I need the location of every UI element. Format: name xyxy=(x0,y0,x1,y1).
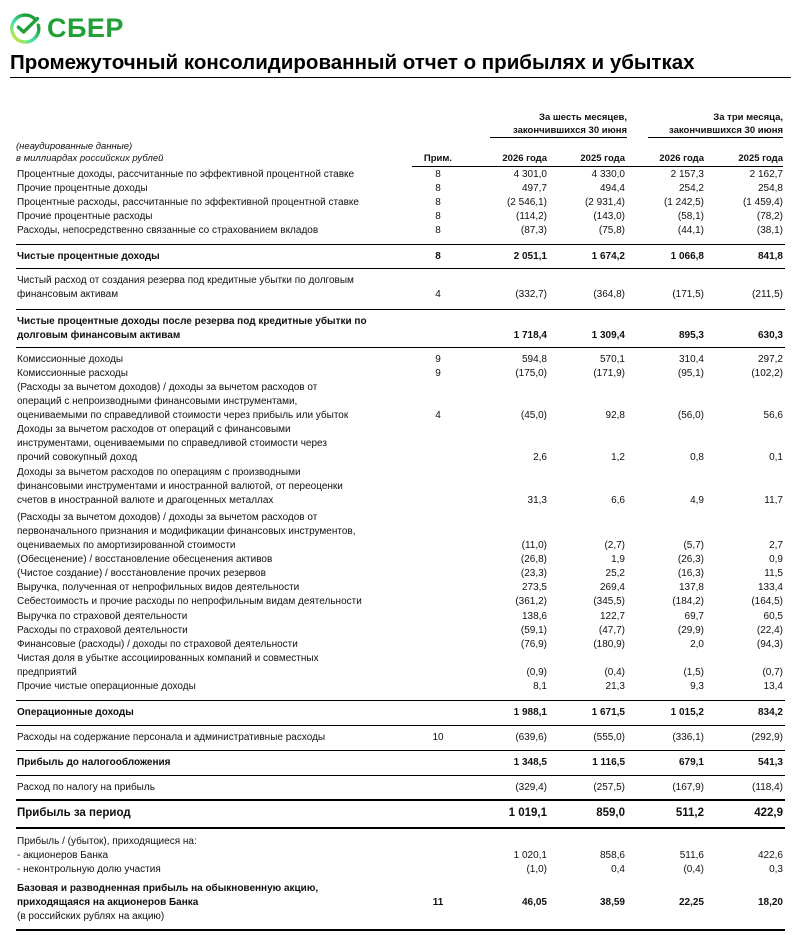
row-value-4: (164,5) xyxy=(751,596,783,607)
table-row xyxy=(0,511,801,553)
table-row xyxy=(0,638,801,652)
table-row xyxy=(0,553,801,567)
row-label-line: Прибыль за период xyxy=(17,807,131,819)
row-note: 8 xyxy=(435,211,441,222)
table-row xyxy=(0,168,801,182)
row-value-4: 56,6 xyxy=(763,410,783,421)
row-label xyxy=(17,250,412,264)
row-value-3: 2,0 xyxy=(690,639,704,650)
row-value-4: (292,9) xyxy=(751,732,783,743)
table-row xyxy=(0,250,801,264)
row-label xyxy=(17,567,412,581)
row-label xyxy=(17,595,412,609)
row-value-1: 2 051,1 xyxy=(513,251,547,262)
group-header-line: За шесть месяцев, xyxy=(539,112,627,123)
row-value-1: (45,0) xyxy=(520,410,547,421)
row-value-1: (23,3) xyxy=(520,568,547,579)
row-note: 8 xyxy=(435,251,441,262)
row-label-line: Комиссионные расходы xyxy=(17,368,128,379)
row-value-2: 859,0 xyxy=(596,807,625,819)
row-value-4: 2 162,7 xyxy=(749,169,783,180)
row-value-3: (5,7) xyxy=(683,540,704,551)
row-label xyxy=(17,806,412,820)
row-value-1: (2 546,1) xyxy=(506,197,547,208)
table-row xyxy=(0,196,801,210)
table-row xyxy=(0,353,801,367)
row-label-line: операций с непроизводными финансовыми инструментами, xyxy=(17,396,298,407)
table-row xyxy=(0,882,801,910)
table-row xyxy=(0,595,801,609)
section-rule xyxy=(16,827,785,829)
table-row xyxy=(0,182,801,196)
table-row xyxy=(0,680,801,694)
table-row xyxy=(0,624,801,638)
units-note xyxy=(16,140,132,153)
row-value-4: 422,9 xyxy=(754,807,783,819)
row-note: 8 xyxy=(435,183,441,194)
row-label-line: Комиссионные доходы xyxy=(17,354,124,365)
row-value-3: 22,25 xyxy=(678,897,704,908)
row-value-4: (118,4) xyxy=(752,782,783,793)
row-value-3: 2 157,3 xyxy=(670,169,704,180)
section-rule xyxy=(16,347,785,348)
row-value-1: (59,1) xyxy=(520,625,547,636)
row-value-2: 122,7 xyxy=(599,611,625,622)
row-value-1: (11,0) xyxy=(521,540,547,551)
row-note: 4 xyxy=(435,289,441,300)
row-note: 9 xyxy=(435,368,441,379)
row-value-2: 38,59 xyxy=(599,897,625,908)
row-value-4: 11,5 xyxy=(764,568,783,579)
row-value-2: 1,2 xyxy=(611,452,625,463)
table-row xyxy=(0,756,801,770)
row-label xyxy=(17,835,412,849)
row-label-line: предприятий xyxy=(17,667,77,678)
year-header-1: 2026 года xyxy=(502,153,547,164)
row-value-3: 679,1 xyxy=(678,757,704,768)
section-rule xyxy=(16,244,785,245)
row-label-line: Себестоимость и прочие расходы по непрофильным видам деятельности xyxy=(17,596,362,607)
row-value-4: 834,2 xyxy=(757,707,783,718)
row-value-3: (1 242,5) xyxy=(663,197,704,208)
table-row xyxy=(0,367,801,381)
report-title: Промежуточный консолидированный отчет о прибылях и убытках xyxy=(10,51,695,74)
row-label-line: Чистые процентные доходы xyxy=(17,251,160,262)
row-label-line: - акционеров Банка xyxy=(17,850,109,861)
row-value-4: (102,2) xyxy=(751,368,783,379)
row-value-4: (94,3) xyxy=(756,639,783,650)
row-value-1: 1 019,1 xyxy=(508,807,547,819)
row-value-4: 13,4 xyxy=(763,681,783,692)
row-value-4: (0,7) xyxy=(762,667,783,678)
row-value-1: (0,9) xyxy=(526,667,547,678)
row-value-1: (329,4) xyxy=(515,782,547,793)
table-row xyxy=(0,849,801,863)
row-value-1: 46,05 xyxy=(521,897,547,908)
row-label-line: оцениваемых по амортизированной стоимости xyxy=(17,540,236,551)
row-label-line: Прибыль / (убыток), приходящиеся на: xyxy=(17,836,197,847)
row-label xyxy=(17,353,412,367)
row-label-line: Доходы за вычетом расходов по операциям с производными xyxy=(17,467,301,478)
row-label-line: долговым финансовым активам xyxy=(17,330,181,341)
table-row xyxy=(0,466,801,508)
row-value-2: 269,4 xyxy=(599,582,625,593)
row-label-line: (Чистое создание) / восстановление прочих резервов xyxy=(17,568,266,579)
table-row xyxy=(0,581,801,595)
sber-logo-icon xyxy=(9,12,41,44)
row-label xyxy=(17,274,412,302)
row-value-3: 511,6 xyxy=(679,850,704,861)
row-note: 8 xyxy=(435,197,441,208)
row-value-2: 494,4 xyxy=(599,183,625,194)
row-value-2: (2 931,4) xyxy=(584,197,625,208)
row-value-2: (171,9) xyxy=(593,368,625,379)
brand-name: СБЕР xyxy=(47,13,124,43)
row-label-line: Расход по налогу на прибыль xyxy=(17,782,155,793)
row-label xyxy=(17,168,412,182)
row-value-4: 254,8 xyxy=(757,183,783,194)
row-value-2: (47,7) xyxy=(598,625,625,636)
row-value-3: 254,2 xyxy=(678,183,704,194)
row-label-line: (в российских рублях на акцию) xyxy=(17,911,165,922)
row-value-1: (87,3) xyxy=(520,225,547,236)
row-value-2: (143,0) xyxy=(593,211,625,222)
row-label-line: Выручка, полученная от непрофильных видов деятельности xyxy=(17,582,300,593)
row-value-2: 570,1 xyxy=(599,354,625,365)
row-value-4: (22,4) xyxy=(756,625,783,636)
table-row xyxy=(0,706,801,720)
row-label-line: Прочие процентные расходы xyxy=(17,211,153,222)
row-value-2: (180,9) xyxy=(593,639,625,650)
table-row xyxy=(0,652,801,680)
row-label xyxy=(17,511,412,553)
row-note: 4 xyxy=(435,410,441,421)
group-underline xyxy=(490,137,627,138)
row-note: 8 xyxy=(435,225,441,236)
row-value-3: 69,7 xyxy=(684,611,704,622)
row-value-2: 1,9 xyxy=(611,554,625,565)
section-rule xyxy=(16,309,785,310)
row-label-line: Доходы за вычетом расходов от операций с финансовыми xyxy=(17,424,291,435)
row-value-1: (114,2) xyxy=(516,211,547,222)
row-value-4: (38,1) xyxy=(756,225,783,236)
row-label xyxy=(17,849,412,863)
row-value-2: 0,4 xyxy=(611,864,625,875)
row-value-4: 297,2 xyxy=(757,354,783,365)
row-value-3: 310,4 xyxy=(678,354,704,365)
table-row xyxy=(0,315,801,343)
row-value-3: 895,3 xyxy=(678,330,704,341)
row-value-4: (211,5) xyxy=(752,289,783,300)
row-value-1: 594,8 xyxy=(521,354,547,365)
group-header-three-months xyxy=(648,111,783,137)
row-value-1: 1 020,1 xyxy=(513,850,547,861)
row-value-4: 841,8 xyxy=(757,251,783,262)
row-value-1: 138,6 xyxy=(521,611,547,622)
note-column-header: Прим. xyxy=(423,153,453,164)
row-note: 9 xyxy=(435,354,441,365)
row-value-2: 1 116,5 xyxy=(592,757,625,768)
row-value-1: (175,0) xyxy=(515,368,547,379)
row-value-3: 9,3 xyxy=(690,681,704,692)
row-label-line: Расходы на содержание персонала и административные расходы xyxy=(17,732,326,743)
row-value-2: (2,7) xyxy=(604,540,625,551)
row-value-1: 4 301,0 xyxy=(513,169,547,180)
row-value-2: 858,6 xyxy=(599,850,625,861)
row-label xyxy=(17,652,412,680)
row-value-4: 0,3 xyxy=(769,864,783,875)
column-header-row xyxy=(0,153,801,166)
row-label-line: инструментами, оцениваемыми по справедливой стоимости через xyxy=(17,438,327,449)
row-note: 8 xyxy=(435,169,441,180)
row-label-line: Расходы по страховой деятельности xyxy=(17,625,188,636)
row-value-2: (257,5) xyxy=(593,782,625,793)
group-underline xyxy=(648,137,783,138)
table-row xyxy=(0,567,801,581)
row-label-line: Выручка по страховой деятельности xyxy=(17,611,188,622)
row-value-3: 1 015,2 xyxy=(670,707,704,718)
row-label xyxy=(17,756,412,770)
row-value-1: (332,7) xyxy=(515,289,547,300)
row-value-2: (364,8) xyxy=(593,289,625,300)
row-label xyxy=(17,196,412,210)
row-value-3: (44,1) xyxy=(677,225,704,236)
row-value-3: (171,5) xyxy=(672,289,704,300)
row-value-1: 1 988,1 xyxy=(513,707,547,718)
row-value-1: 1 348,5 xyxy=(513,757,547,768)
row-label-line: Операционные доходы xyxy=(17,707,134,718)
row-label-line: первоначального признания и модификации финансовых инструментов, xyxy=(17,526,356,537)
row-value-2: 1 674,2 xyxy=(591,251,625,262)
row-value-3: (26,3) xyxy=(677,554,704,565)
section-rule xyxy=(16,799,785,801)
row-value-3: 4,9 xyxy=(690,495,704,506)
row-value-4: 541,3 xyxy=(757,757,783,768)
group-header-six-months xyxy=(490,111,627,137)
group-header-line: закончившихся 30 июня xyxy=(513,125,627,136)
row-label-line: Прочие процентные доходы xyxy=(17,183,148,194)
row-label-line: Прочие чистые операционные доходы xyxy=(17,681,196,692)
row-label-line: Чистый расход от создания резерва под кредитные убытки по долговым xyxy=(17,275,354,286)
row-label-line: Процентные доходы, рассчитанные по эффективной процентной ставке xyxy=(17,169,355,180)
row-value-3: (95,1) xyxy=(677,368,704,379)
section-rule xyxy=(16,750,785,751)
row-label-line: счетов в иностранной валюте и драгоценных металлах xyxy=(17,495,274,506)
row-value-2: 21,3 xyxy=(605,681,625,692)
row-label-line: финансовым активам xyxy=(17,289,119,300)
table-row xyxy=(0,224,801,238)
row-label xyxy=(17,224,412,238)
row-value-4: 133,4 xyxy=(757,582,783,593)
table-row xyxy=(0,274,801,302)
row-label xyxy=(17,731,412,745)
group-header-line: За три месяца, xyxy=(713,112,783,123)
title-rule xyxy=(10,77,791,78)
row-value-1: 1 718,4 xyxy=(513,330,547,341)
row-value-2: (0,4) xyxy=(604,667,625,678)
section-rule xyxy=(16,775,785,776)
row-value-3: (0,4) xyxy=(683,864,704,875)
row-label xyxy=(17,706,412,720)
row-label xyxy=(17,210,412,224)
row-value-3: 1 066,8 xyxy=(670,251,704,262)
table-row xyxy=(0,806,801,820)
row-label xyxy=(17,781,412,795)
row-label xyxy=(17,466,412,508)
row-value-4: 422,6 xyxy=(757,850,783,861)
row-label-line: Расходы, непосредственно связанные со страхованием вкладов xyxy=(17,225,319,236)
row-value-1: 273,5 xyxy=(521,582,547,593)
row-value-3: 0,8 xyxy=(690,452,704,463)
year-header-3: 2026 года xyxy=(659,153,704,164)
row-note: 10 xyxy=(432,732,444,743)
section-rule xyxy=(16,929,785,931)
row-value-1: 497,7 xyxy=(521,183,547,194)
row-value-4: 18,20 xyxy=(757,897,783,908)
row-value-3: (56,0) xyxy=(677,410,704,421)
row-value-2: 1 309,4 xyxy=(591,330,625,341)
row-value-4: 0,9 xyxy=(769,554,783,565)
row-value-2: (75,8) xyxy=(598,225,625,236)
row-label-line: прочий совокупный доход xyxy=(17,452,138,463)
row-value-3: 511,2 xyxy=(675,807,704,819)
row-label-line: приходящаяся на акционеров Банка xyxy=(17,897,199,908)
row-value-1: (1,0) xyxy=(526,864,547,875)
row-value-4: (78,2) xyxy=(756,211,783,222)
row-label-line: Процентные расходы, рассчитанные по эффективной процентной ставке xyxy=(17,197,359,208)
row-value-3: (184,2) xyxy=(672,596,704,607)
row-label xyxy=(17,610,412,624)
table-row xyxy=(0,781,801,795)
row-value-2: 92,8 xyxy=(605,410,625,421)
row-value-4: 60,5 xyxy=(763,611,783,622)
row-value-4: 11,7 xyxy=(764,495,783,506)
row-value-1: 2,6 xyxy=(533,452,547,463)
table-row xyxy=(0,423,801,465)
row-label-line: Прибыль до налогообложения xyxy=(17,757,171,768)
row-label-line: Чистые процентные доходы после резерва под кредитные убытки по xyxy=(17,316,367,327)
row-label-line: Базовая и разводненная прибыль на обыкновенную акцию, xyxy=(17,883,319,894)
row-label xyxy=(17,182,412,196)
table-row xyxy=(0,835,801,849)
row-note: 11 xyxy=(432,897,444,908)
row-label xyxy=(17,315,412,343)
units-line: (неаудированные данные) xyxy=(16,141,133,152)
row-value-3: (29,9) xyxy=(677,625,704,636)
year-header-2: 2025 года xyxy=(580,153,625,164)
row-value-1: (26,8) xyxy=(520,554,547,565)
row-value-2: 1 671,5 xyxy=(591,707,625,718)
row-value-4: 630,3 xyxy=(757,330,783,341)
header-rule xyxy=(412,166,783,167)
row-value-1: (361,2) xyxy=(515,596,547,607)
row-label-line: финансовыми инструментами и иностранной валютой, от переоценки xyxy=(17,481,343,492)
row-label-line: (Расходы за вычетом доходов) / доходы за вычетом расходов от xyxy=(17,512,318,523)
table-row xyxy=(0,381,801,423)
row-label xyxy=(17,423,412,465)
row-label-line: Чистая доля в убытке ассоциированных компаний и совместных xyxy=(17,653,319,664)
section-rule xyxy=(16,725,785,726)
row-label-line: - неконтрольную долю участия xyxy=(17,864,161,875)
row-value-1: 31,3 xyxy=(527,495,547,506)
row-value-2: (555,0) xyxy=(593,732,625,743)
sber-logo xyxy=(9,11,124,45)
table-row xyxy=(0,863,801,877)
row-value-2: 25,2 xyxy=(605,568,625,579)
row-label xyxy=(17,680,412,694)
section-rule xyxy=(16,700,785,701)
table-row xyxy=(0,910,801,924)
units-subtitle: в миллиардах российских рублей xyxy=(16,153,164,164)
row-label xyxy=(17,910,412,924)
row-value-4: 0,1 xyxy=(769,452,783,463)
row-value-3: (1,5) xyxy=(683,667,704,678)
table-row xyxy=(0,731,801,745)
row-value-2: 4 330,0 xyxy=(591,169,625,180)
year-header-4: 2025 года xyxy=(738,153,783,164)
row-value-4: (1 459,4) xyxy=(742,197,783,208)
group-header-line: закончившихся 30 июня xyxy=(669,125,783,136)
row-value-2: 6,6 xyxy=(611,495,625,506)
row-value-2: (345,5) xyxy=(593,596,625,607)
row-label-line: Финансовые (расходы) / доходы по страховой деятельности xyxy=(17,639,298,650)
row-label xyxy=(17,367,412,381)
row-value-3: (58,1) xyxy=(677,211,704,222)
row-label-line: (Расходы за вычетом доходов) / доходы за вычетом расходов от xyxy=(17,382,318,393)
row-label xyxy=(17,863,412,877)
row-value-3: 137,8 xyxy=(678,582,704,593)
row-value-3: (336,1) xyxy=(672,732,704,743)
row-value-3: (16,3) xyxy=(677,568,704,579)
row-label xyxy=(17,553,412,567)
row-label-line: оцениваемыми по справедливой стоимости через прибыль или убыток xyxy=(17,410,349,421)
row-value-4: 2,7 xyxy=(769,540,783,551)
row-value-1: (639,6) xyxy=(515,732,547,743)
row-label xyxy=(17,882,412,910)
row-value-1: (76,9) xyxy=(520,639,547,650)
table-row xyxy=(0,210,801,224)
row-label xyxy=(17,638,412,652)
row-value-1: 8,1 xyxy=(533,681,547,692)
table-row xyxy=(0,610,801,624)
row-label-line: (Обесценение) / восстановление обесценения активов xyxy=(17,554,273,565)
row-label xyxy=(17,381,412,423)
row-label xyxy=(17,624,412,638)
row-value-3: (167,9) xyxy=(672,782,704,793)
row-label xyxy=(17,581,412,595)
section-rule xyxy=(16,268,785,269)
